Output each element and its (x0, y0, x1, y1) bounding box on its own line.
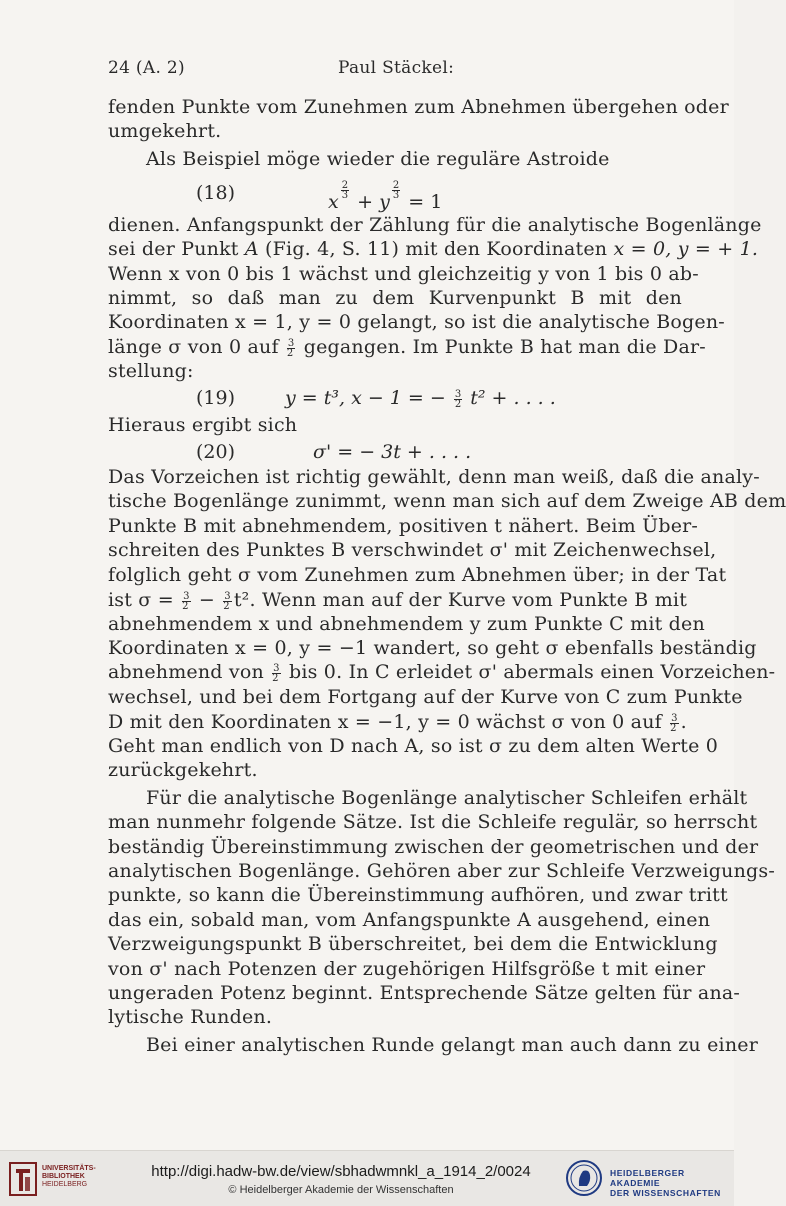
text-line: beständig Übereinstimmung zwischen der geometrischen und der (108, 836, 759, 858)
fraction (454, 390, 462, 409)
text-line: Hieraus ergibt sich (108, 414, 298, 436)
text-line: schreiten des Punktes B verschwindet σ' mit Zeichenwechsel, (108, 539, 717, 561)
text-line (108, 588, 688, 612)
eq-var: x (328, 191, 339, 213)
text-line: Koordinaten x = 1, y = 0 gelangt, so ist die analytische Bogen- (108, 311, 725, 333)
text-line: von σ' nach Potenzen der zugehörigen Hilfsgröße t mit einer (108, 958, 706, 980)
text-line: Punkte B mit abnehmendem, positiven t nähert. Beim Über- (108, 515, 699, 537)
text-line: tische Bogenlänge zunimmt, wenn man sich auf dem Zweige AB dem (108, 490, 786, 512)
equation-19 (285, 386, 556, 410)
frac-den: 2 (670, 722, 677, 734)
fraction (287, 339, 296, 358)
frac-num: 3 (183, 590, 190, 602)
equation-number: (18) (196, 182, 236, 204)
text-span: gegangen. Im Punkte B hat man die Dar- (297, 336, 706, 358)
eq-var: y (379, 191, 390, 213)
eq-part: y = t³, x − 1 = − (285, 387, 452, 409)
text-line: Für die analytische Bogenlänge analytischer Schleifen erhält (146, 787, 748, 809)
text-span: A (244, 238, 259, 260)
text-line (108, 660, 776, 684)
text-span: ist σ = (108, 589, 181, 611)
text-line: Koordinaten x = 0, y = −1 wandert, so geht σ ebenfalls beständig (108, 637, 757, 659)
text-line: stellung: (108, 360, 194, 382)
text-span: . (680, 711, 687, 733)
permalink-url[interactable]: http://digi.hadw-bw.de/view/sbhadwmnkl_a_1914_2/0024 (151, 1163, 531, 1180)
frac-num: 3 (273, 662, 280, 674)
text-line: punkte, so kann die Übereinstimmung aufhören, und zwar tritt (108, 884, 728, 906)
text-line: fenden Punkte vom Zunehmen zum Abnehmen übergehen oder (108, 96, 729, 118)
frac-den: 2 (286, 347, 294, 359)
text-line (108, 237, 759, 261)
text-span: − (192, 589, 222, 611)
viewer-footer (0, 1150, 734, 1206)
text-line: abnehmendem x und abnehmendem y zum Punkte C mit den (108, 613, 705, 635)
frac-num: 3 (671, 712, 678, 724)
university-library-logo-icon (8, 1161, 38, 1197)
equation-number: (20) (196, 441, 236, 463)
text-span: (Fig. 4, S. 11) mit den Koordinaten (258, 238, 614, 260)
text-line: lytische Runden. (108, 1006, 273, 1028)
academy-line: HEIDELBERGER AKADEMIE (610, 1168, 685, 1188)
academy-name (610, 1168, 734, 1198)
text-line: zurückgekehrt. (108, 759, 258, 781)
exponent-fraction (341, 181, 349, 200)
text-line: man nunmehr folgende Sätze. Ist die Schleife regulär, so herrscht (108, 811, 758, 833)
exponent-fraction (392, 181, 400, 200)
text-line: analytischen Bogenlänge. Gehören aber zur Schleife Verzweigungs- (108, 860, 775, 882)
frac-den: 2 (272, 672, 279, 684)
frac-num: 2 (341, 180, 349, 191)
eq-part: t² + . . . . (464, 387, 556, 409)
text-span: länge σ von 0 auf (108, 336, 285, 358)
text-span: sei der Punkt (108, 238, 245, 260)
text-line: ungeraden Potenz beginnt. Entsprechende Sätze gelten für ana- (108, 982, 741, 1004)
equation-18 (328, 181, 442, 214)
equation-20: σ' = − 3t + . . . . (313, 441, 472, 463)
academy-line: DER WISSENSCHAFTEN (610, 1188, 721, 1198)
equation-number: (19) (196, 387, 236, 409)
text-line (108, 710, 687, 734)
eq-rhs: = 1 (402, 191, 443, 213)
text-line: umgekehrt. (108, 120, 222, 142)
academy-seal-icon (565, 1159, 603, 1197)
frac-den: 2 (223, 600, 230, 612)
eq-op: + (351, 191, 380, 213)
text-line: Als Beispiel möge wieder die reguläre Astroide (146, 148, 610, 170)
text-span: t². Wenn man auf der Kurve vom Punkte B mit (233, 589, 688, 611)
text-line: folglich geht σ vom Zunehmen zum Abnehmen über; in der Tat (108, 564, 727, 586)
frac-num: 3 (224, 590, 231, 602)
text-span: D mit den Koordinaten x = −1, y = 0 wächst σ von 0 auf (108, 711, 669, 733)
fraction (272, 664, 281, 683)
text-span: abnehmend von (108, 661, 271, 683)
fraction (223, 592, 232, 611)
text-line: Verzweigungspunkt B überschreitet, bei dem die Entwicklung (108, 933, 718, 955)
text-line: Das Vorzeichen ist richtig gewählt, denn man weiß, daß die analy- (108, 466, 760, 488)
frac-num: 2 (392, 180, 400, 191)
frac-den: 3 (341, 190, 349, 201)
frac-den: 2 (454, 398, 462, 410)
text-line: nimmt, so daß man zu dem Kurvenpunkt B mit den (108, 287, 682, 309)
text-span: x = 0, y = + 1. (613, 238, 759, 260)
university-library-name (42, 1165, 96, 1189)
ub-line: UNIVERSITÄTS- (42, 1165, 96, 1172)
frac-num: 3 (287, 337, 295, 349)
text-line: Bei einer analytischen Runde gelangt man auch dann zu einer (146, 1034, 758, 1056)
text-line: Wenn x von 0 bis 1 wächst und gleichzeitig y von 1 bis 0 ab- (108, 263, 699, 285)
ub-line: HEIDELBERG (42, 1181, 88, 1188)
frac-den: 2 (182, 600, 189, 612)
fraction (182, 592, 191, 611)
text-line: Geht man endlich von D nach A, so ist σ zu dem alten Werte 0 (108, 735, 719, 757)
text-line (108, 335, 706, 359)
text-line: das ein, sobald man, vom Anfangspunkte A ausgehend, einen (108, 909, 711, 931)
copyright-notice: © Heidelberger Akademie der Wissenschaften (228, 1184, 454, 1196)
ub-line: BIBLIOTHEK (42, 1173, 85, 1180)
frac-num: 3 (454, 388, 462, 400)
fraction (670, 714, 679, 733)
text-line: wechsel, und bei dem Fortgang auf der Kurve von C zum Punkte (108, 686, 743, 708)
running-title: Paul Stäckel: (338, 58, 455, 78)
page-number: 24 (A. 2) (108, 58, 185, 78)
frac-den: 3 (392, 190, 400, 201)
text-span: bis 0. In C erleidet σ' abermals einen Vorzeichen- (282, 661, 776, 683)
text-line: dienen. Anfangspunkt der Zählung für die analytische Bogenlänge (108, 214, 762, 236)
